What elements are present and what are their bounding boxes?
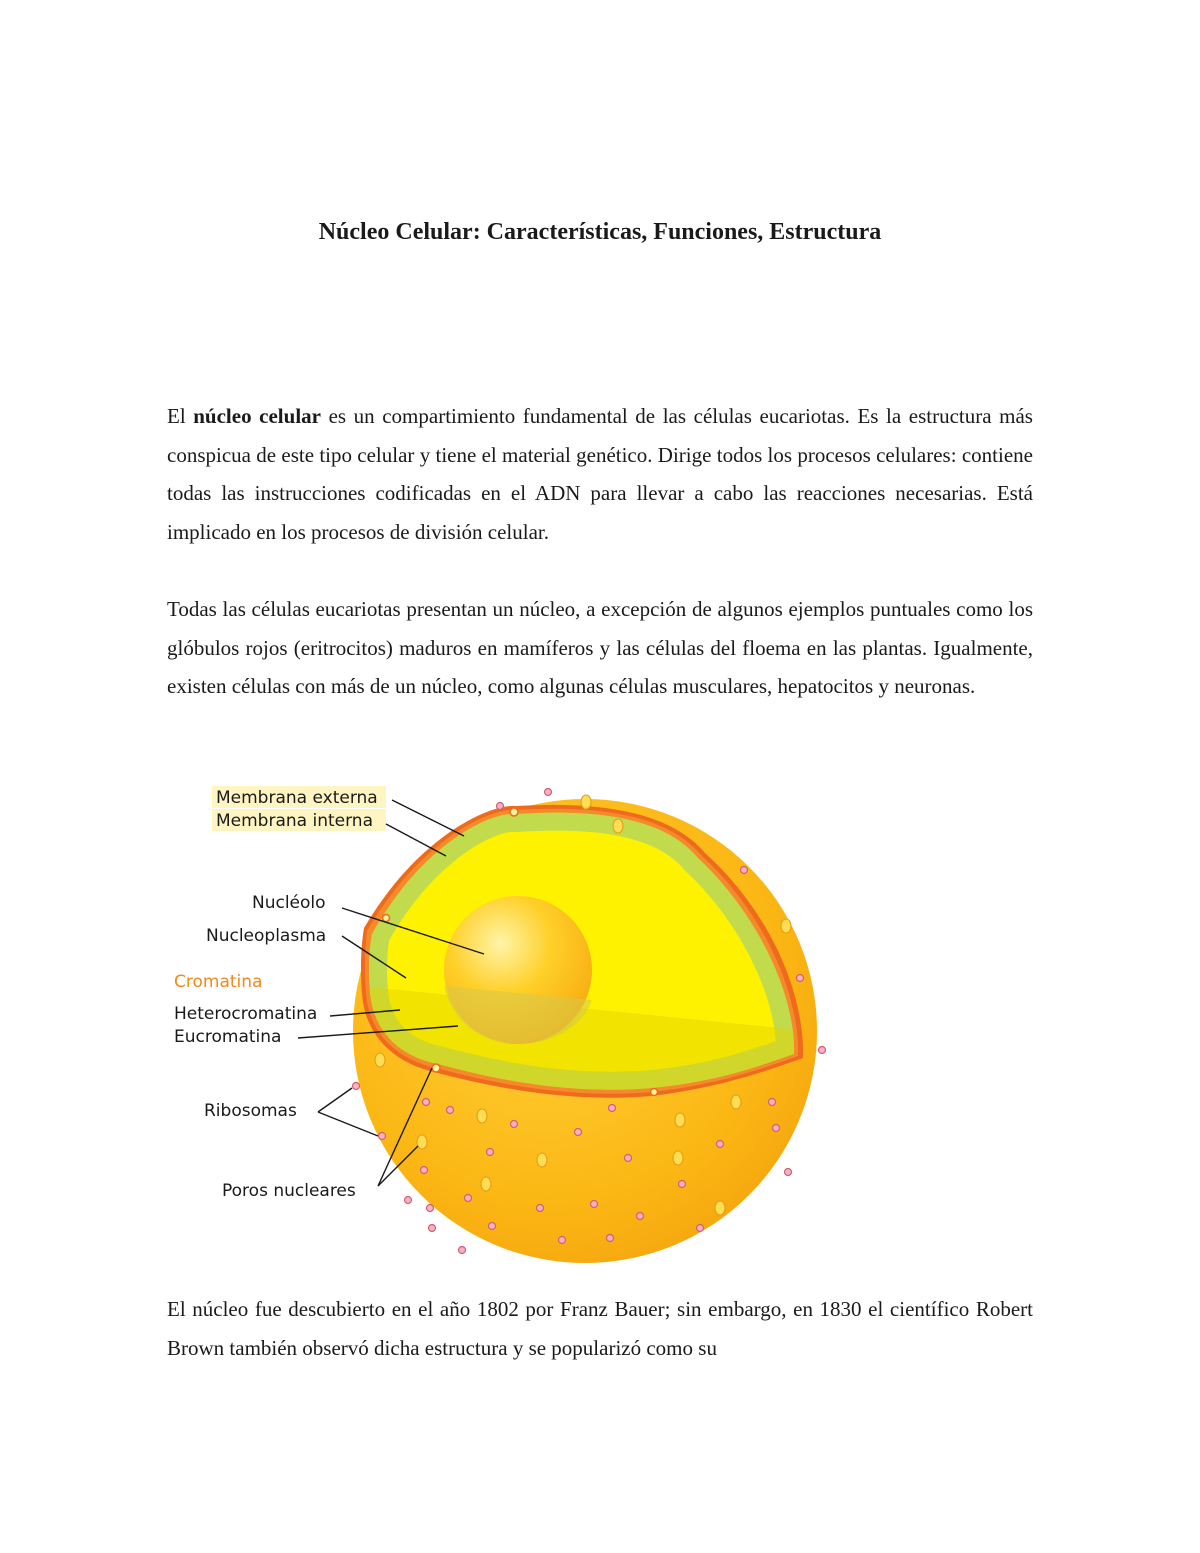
- label-membrana-externa: Membrana externa: [216, 788, 378, 808]
- document-title: Núcleo Celular: Características, Funciones, Estructura: [318, 219, 882, 245]
- paragraph-intro-rest: es un compartimiento fundamental de las células eucariotas. Es la estructura más conspicua de este tipo celular y tiene el material genético. Dirige todos los procesos celulares: contiene todas las instrucciones codificadas en el ADN para llevar a cabo las reacciones necesarias. Está implicado en los procesos de división celular.: [167, 404, 1033, 545]
- label-eucromatina: Eucromatina: [174, 1027, 282, 1047]
- label-membrana-interna: Membrana interna: [216, 811, 373, 831]
- paragraph-discovery: El núcleo fue descubierto en el año 1802 por Franz Bauer; sin embargo, en 1830 el científico Robert Brown también observó dicha estructura y se popularizó como su: [167, 1297, 1033, 1360]
- label-heterocromatina: Heterocromatina: [174, 1004, 318, 1024]
- label-cromatina: Cromatina: [174, 972, 263, 992]
- paragraph-intro-lead: El: [167, 404, 194, 428]
- label-nucleolo: Nucléolo: [252, 893, 326, 913]
- paragraph-intro-bold: núcleo celular: [193, 404, 321, 428]
- label-ribosomas: Ribosomas: [204, 1101, 297, 1121]
- paragraph-exceptions: Todas las células eucariotas presentan un núcleo, a excepción de algunos ejemplos puntuales como los glóbulos rojos (eritrocitos) maduros en mamíferos y las células del floema en las plantas. Igualmente, existen células con más de un núcleo, como algunas células musculares, hepatocitos y neuronas.: [167, 597, 1033, 699]
- label-nucleoplasma: Nucleoplasma: [206, 926, 327, 946]
- paragraph-intro: [167, 397, 1033, 552]
- label-poros-nucleares: Poros nucleares: [222, 1181, 356, 1201]
- nucleus-diagram: [160, 768, 860, 1274]
